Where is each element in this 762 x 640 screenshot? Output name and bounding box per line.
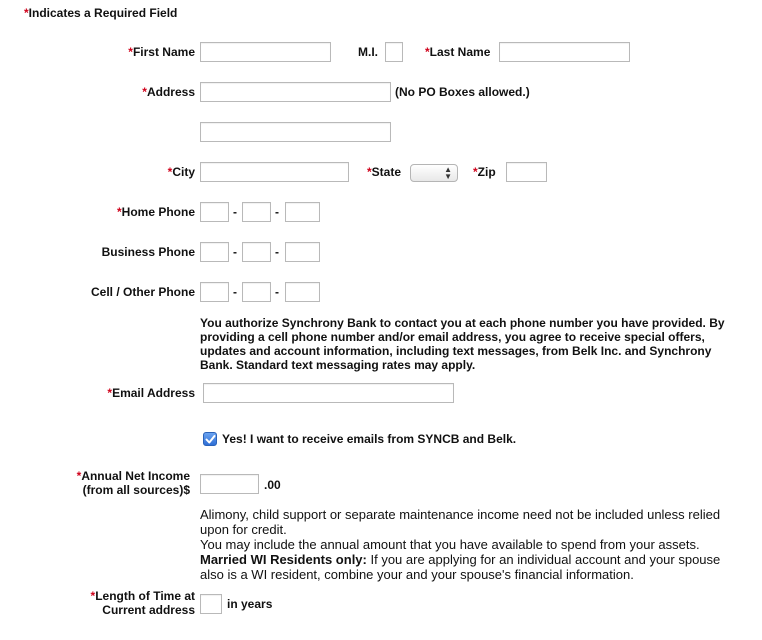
- income-notes: [200, 507, 745, 582]
- mi-input[interactable]: [385, 42, 403, 62]
- phone-separator: -: [275, 205, 279, 219]
- phone-separator: -: [233, 205, 237, 219]
- home-phone-line-input[interactable]: [285, 202, 320, 222]
- last-name-input[interactable]: [499, 42, 630, 62]
- business-phone-area-input[interactable]: [200, 242, 229, 262]
- email-optin-label: Yes! I want to receive emails from SYNCB and Belk.: [222, 432, 517, 446]
- required-asterisk: *: [24, 6, 29, 20]
- required-field-note: *Indicates a Required Field: [24, 6, 178, 20]
- residence-years-suffix: in years: [227, 597, 273, 611]
- zip-input[interactable]: [506, 162, 547, 182]
- home-phone-area-input[interactable]: [200, 202, 229, 222]
- residence-length-label: *Length of Time at Current address: [90, 589, 195, 617]
- income-label: *Annual Net Income (from all sources)$: [76, 469, 190, 497]
- last-name-label: *Last Name: [425, 45, 491, 59]
- city-input[interactable]: [200, 162, 349, 182]
- address-label: *Address: [142, 85, 195, 99]
- phone-separator: -: [275, 245, 279, 259]
- email-optin-checkbox[interactable]: [203, 432, 217, 446]
- email-label: *Email Address: [107, 386, 195, 400]
- income-note-alimony: Alimony, child support or separate maintenance income need not be included unless relied upon for credit.: [200, 507, 721, 537]
- first-name-input[interactable]: [200, 42, 331, 62]
- state-select[interactable]: [410, 164, 458, 182]
- business-phone-prefix-input[interactable]: [242, 242, 271, 262]
- city-label: *City: [167, 165, 195, 179]
- phone-separator: -: [233, 245, 237, 259]
- address-input[interactable]: [200, 82, 391, 102]
- cell-phone-area-input[interactable]: [200, 282, 229, 302]
- home-phone-label: *Home Phone: [116, 205, 195, 219]
- cell-phone-line-input[interactable]: [285, 282, 320, 302]
- business-phone-label: Business Phone: [101, 245, 195, 259]
- zip-label: *Zip: [473, 165, 496, 179]
- address-line2-input[interactable]: [200, 122, 391, 142]
- phone-separator: -: [275, 285, 279, 299]
- checkmark-icon: [205, 434, 216, 445]
- income-note-wi: Married WI Residents only: If you are applying for an individual account and your spouse also is a WI resident, combine your and your spouse's financial information.: [200, 552, 721, 582]
- email-input[interactable]: [203, 383, 454, 403]
- residence-years-input[interactable]: [200, 594, 222, 614]
- cell-phone-label: Cell / Other Phone: [90, 285, 195, 299]
- income-input[interactable]: [200, 474, 259, 494]
- phone-separator: -: [233, 285, 237, 299]
- cell-phone-prefix-input[interactable]: [242, 282, 271, 302]
- select-arrows-icon: ▲ ▼: [444, 165, 452, 181]
- po-box-note: (No PO Boxes allowed.): [395, 85, 530, 99]
- phone-consent-text: You authorize Synchrony Bank to contact you at each phone number you have provided. By providing a cell phone number and/or email address, you agree to receive special offers, updates and account information, including text messages, from Belk Inc. and Synchrony Bank. Standard text messaging rates may apply.: [200, 316, 725, 372]
- mi-label: M.I.: [358, 45, 378, 59]
- income-note-assets: You may include the annual amount that you have available to spend from your assets.: [200, 537, 700, 552]
- business-phone-line-input[interactable]: [285, 242, 320, 262]
- state-label: *State: [367, 165, 402, 179]
- income-cents-suffix: .00: [264, 478, 281, 492]
- home-phone-prefix-input[interactable]: [242, 202, 271, 222]
- first-name-label: *First Name: [128, 45, 195, 59]
